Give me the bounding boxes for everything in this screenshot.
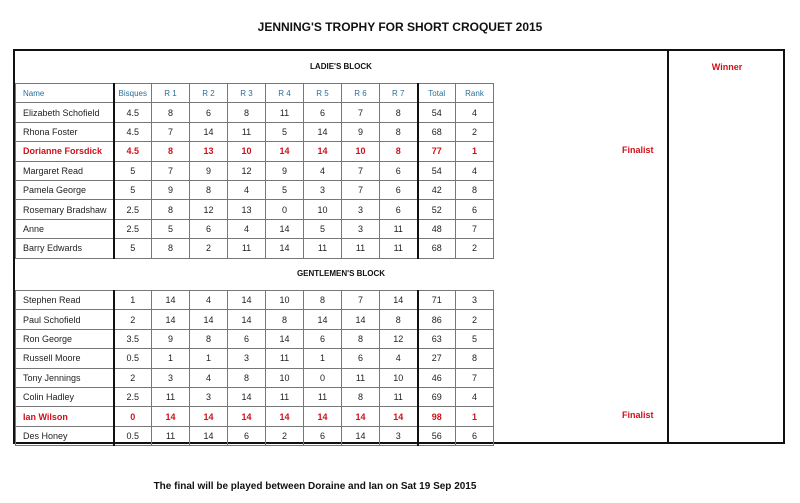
score-cell: 5	[114, 180, 152, 199]
score-cell: 3	[342, 200, 380, 219]
name-cell: Name	[16, 84, 114, 103]
score-cell: 6	[190, 219, 228, 238]
score-cell: 8	[190, 329, 228, 348]
score-cell: 14	[190, 310, 228, 329]
score-cell: 1	[114, 291, 152, 310]
score-cell: 14	[228, 291, 266, 310]
score-cell: 5	[266, 122, 304, 141]
header-row	[16, 84, 494, 103]
score-cell: 14	[228, 310, 266, 329]
footer-note: The final will be played between Doraine and Ian on Sat 19 Sep 2015	[153, 481, 477, 492]
score-cell: 10	[342, 142, 380, 161]
score-cell: 10	[266, 368, 304, 387]
score-cell: 11	[380, 387, 418, 406]
score-cell: 14	[266, 239, 304, 258]
score-cell: 42	[418, 180, 456, 199]
score-cell: 5	[152, 219, 190, 238]
score-cell: 2	[114, 310, 152, 329]
score-cell: 0	[266, 200, 304, 219]
score-cell: 14	[152, 407, 190, 426]
score-cell: 8	[152, 200, 190, 219]
score-cell: 8	[380, 142, 418, 161]
score-cell: Rank	[456, 84, 494, 103]
score-cell: 14	[228, 387, 266, 406]
table-row	[16, 219, 494, 238]
score-cell: 7	[456, 368, 494, 387]
score-cell: 86	[418, 310, 456, 329]
score-cell: 11	[152, 387, 190, 406]
score-cell: 11	[266, 387, 304, 406]
name-cell: Anne	[16, 219, 114, 238]
score-cell: 2	[190, 239, 228, 258]
score-cell: 77	[418, 142, 456, 161]
score-cell: 10	[380, 368, 418, 387]
score-cell: 11	[266, 103, 304, 122]
score-cell: 6	[304, 329, 342, 348]
score-cell: 0	[304, 368, 342, 387]
score-cell: 14	[304, 310, 342, 329]
score-cell: 8	[456, 180, 494, 199]
score-cell: 8	[380, 122, 418, 141]
name-cell: Elizabeth Schofield	[16, 103, 114, 122]
score-cell: 8	[152, 142, 190, 161]
table-row	[16, 426, 494, 445]
score-cell: 1	[190, 349, 228, 368]
score-cell: 11	[228, 122, 266, 141]
score-cell: 4	[228, 180, 266, 199]
winner-header: Winner	[711, 62, 743, 72]
score-cell: 8	[190, 180, 228, 199]
score-cell: 4	[190, 368, 228, 387]
score-cell: 14	[152, 291, 190, 310]
score-cell: 10	[304, 200, 342, 219]
name-cell: Colin Hadley	[16, 387, 114, 406]
score-cell: 6	[304, 426, 342, 445]
score-cell: 14	[152, 310, 190, 329]
score-cell: 5	[114, 161, 152, 180]
score-cell: 27	[418, 349, 456, 368]
score-cell: 1	[456, 142, 494, 161]
name-cell: Russell Moore	[16, 349, 114, 368]
score-cell: 1	[456, 407, 494, 426]
name-cell: Tony Jennings	[16, 368, 114, 387]
table-row	[16, 310, 494, 329]
name-cell: Pamela George	[16, 180, 114, 199]
score-cell: 5	[114, 239, 152, 258]
score-cell: 71	[418, 291, 456, 310]
score-cell: 4.5	[114, 142, 152, 161]
score-cell: 4.5	[114, 122, 152, 141]
score-cell: 7	[152, 122, 190, 141]
score-cell: 14	[304, 407, 342, 426]
score-cell: 9	[152, 329, 190, 348]
score-cell: R 2	[190, 84, 228, 103]
score-cell: 56	[418, 426, 456, 445]
name-cell: Barry Edwards	[16, 239, 114, 258]
score-cell: 4	[304, 161, 342, 180]
table-row	[16, 161, 494, 180]
score-cell: 8	[380, 310, 418, 329]
score-cell: 0.5	[114, 426, 152, 445]
score-cell: 11	[380, 239, 418, 258]
score-cell: 14	[304, 122, 342, 141]
score-cell: 98	[418, 407, 456, 426]
score-cell: 4	[456, 161, 494, 180]
score-cell: 1	[304, 349, 342, 368]
score-cell: 68	[418, 122, 456, 141]
score-cell: 2	[456, 310, 494, 329]
score-cell: Bisques	[114, 84, 152, 103]
score-cell: 8	[380, 103, 418, 122]
score-cell: 8	[228, 368, 266, 387]
score-cell: 14	[304, 142, 342, 161]
score-cell: 8	[342, 387, 380, 406]
score-cell: 3	[380, 426, 418, 445]
score-cell: 8	[266, 310, 304, 329]
table-row	[16, 329, 494, 348]
score-cell: 4	[456, 103, 494, 122]
score-cell: 3	[456, 291, 494, 310]
score-cell: 10	[266, 291, 304, 310]
score-cell: 3.5	[114, 329, 152, 348]
score-cell: 52	[418, 200, 456, 219]
score-cell: Total	[418, 84, 456, 103]
name-cell: Margaret Read	[16, 161, 114, 180]
score-cell: 13	[228, 200, 266, 219]
score-cell: 5	[456, 329, 494, 348]
score-cell: 54	[418, 103, 456, 122]
score-cell: 14	[266, 329, 304, 348]
gentlemen-table	[15, 290, 494, 446]
score-cell: 7	[456, 219, 494, 238]
score-cell: 11	[342, 368, 380, 387]
score-cell: 11	[304, 387, 342, 406]
score-cell: 6	[380, 161, 418, 180]
score-cell: R 5	[304, 84, 342, 103]
score-cell: 14	[190, 407, 228, 426]
score-cell: 9	[152, 180, 190, 199]
score-cell: 6	[228, 426, 266, 445]
score-cell: 4	[380, 349, 418, 368]
table-row	[16, 122, 494, 141]
name-cell: Rosemary Bradshaw	[16, 200, 114, 219]
score-cell: 2	[456, 239, 494, 258]
table-row	[16, 239, 494, 258]
score-cell: 14	[190, 122, 228, 141]
score-cell: 11	[304, 239, 342, 258]
score-cell: 11	[342, 239, 380, 258]
name-cell: Ron George	[16, 329, 114, 348]
score-cell: 8	[152, 239, 190, 258]
score-cell: 12	[228, 161, 266, 180]
score-cell: 14	[380, 291, 418, 310]
score-cell: 46	[418, 368, 456, 387]
score-cell: 3	[228, 349, 266, 368]
score-cell: 2.5	[114, 200, 152, 219]
score-cell: 54	[418, 161, 456, 180]
score-cell: 7	[342, 180, 380, 199]
winner-divider	[667, 49, 669, 444]
score-cell: 14	[190, 426, 228, 445]
score-cell: 6	[456, 200, 494, 219]
score-cell: 9	[342, 122, 380, 141]
score-cell: 14	[266, 219, 304, 238]
ladies-table	[15, 83, 494, 259]
finalist-label: Finalist	[622, 145, 654, 156]
table-row	[16, 349, 494, 368]
score-cell: 3	[342, 219, 380, 238]
score-cell: 4	[228, 219, 266, 238]
table-row	[16, 200, 494, 219]
score-cell: 10	[228, 142, 266, 161]
score-cell: 63	[418, 329, 456, 348]
score-cell: 2	[456, 122, 494, 141]
score-cell: 14	[228, 407, 266, 426]
score-cell: 4	[456, 387, 494, 406]
score-cell: 8	[228, 103, 266, 122]
score-cell: R 7	[380, 84, 418, 103]
finalist-label: Finalist	[622, 410, 654, 421]
score-cell: 14	[380, 407, 418, 426]
score-cell: 8	[304, 291, 342, 310]
table-row	[16, 291, 494, 310]
score-cell: 3	[304, 180, 342, 199]
score-cell: 11	[152, 426, 190, 445]
name-cell: Ian Wilson	[16, 407, 114, 426]
score-cell: 6	[380, 180, 418, 199]
score-cell: 14	[342, 407, 380, 426]
score-cell: 14	[266, 407, 304, 426]
score-cell: R 4	[266, 84, 304, 103]
table-row	[16, 103, 494, 122]
score-cell: 9	[190, 161, 228, 180]
name-cell: Des Honey	[16, 426, 114, 445]
table-row	[16, 387, 494, 406]
score-cell: 68	[418, 239, 456, 258]
score-cell: 9	[266, 161, 304, 180]
table-row	[16, 368, 494, 387]
score-cell: 5	[304, 219, 342, 238]
score-cell: 11	[266, 349, 304, 368]
score-cell: 4.5	[114, 103, 152, 122]
score-cell: 8	[152, 103, 190, 122]
table-row	[16, 407, 494, 426]
score-cell: 2	[266, 426, 304, 445]
score-cell: 2	[114, 368, 152, 387]
score-cell: 6	[228, 329, 266, 348]
score-cell: R 3	[228, 84, 266, 103]
score-cell: 48	[418, 219, 456, 238]
score-cell: R 6	[342, 84, 380, 103]
score-cell: 14	[342, 310, 380, 329]
score-cell: 0.5	[114, 349, 152, 368]
ladies-block-heading: LADIE'S BLOCK	[310, 62, 372, 71]
name-cell: Rhona Foster	[16, 122, 114, 141]
score-cell: 7	[152, 161, 190, 180]
score-cell: 69	[418, 387, 456, 406]
score-cell: 0	[114, 407, 152, 426]
score-cell: 7	[342, 161, 380, 180]
score-cell: 3	[152, 368, 190, 387]
score-cell: 11	[380, 219, 418, 238]
table-row	[16, 180, 494, 199]
table-row	[16, 142, 494, 161]
score-cell: 14	[266, 142, 304, 161]
score-cell: 14	[342, 426, 380, 445]
name-cell: Stephen Read	[16, 291, 114, 310]
gentlemen-block-heading: GENTLEMEN'S BLOCK	[296, 269, 386, 278]
score-cell: 1	[152, 349, 190, 368]
score-cell: 2.5	[114, 219, 152, 238]
page-title: JENNING'S TROPHY FOR SHORT CROQUET 2015	[257, 20, 543, 34]
score-cell: 7	[342, 291, 380, 310]
score-cell: 8	[342, 329, 380, 348]
score-cell: 12	[190, 200, 228, 219]
score-cell: 4	[190, 291, 228, 310]
score-cell: 6	[342, 349, 380, 368]
score-cell: 12	[380, 329, 418, 348]
score-cell: 2.5	[114, 387, 152, 406]
score-cell: 8	[456, 349, 494, 368]
score-cell: 6	[380, 200, 418, 219]
score-cell: 7	[342, 103, 380, 122]
score-cell: R 1	[152, 84, 190, 103]
name-cell: Dorianne Forsdick	[16, 142, 114, 161]
score-cell: 13	[190, 142, 228, 161]
score-cell: 6	[190, 103, 228, 122]
score-cell: 6	[304, 103, 342, 122]
name-cell: Paul Schofield	[16, 310, 114, 329]
score-cell: 6	[456, 426, 494, 445]
score-cell: 11	[228, 239, 266, 258]
score-cell: 3	[190, 387, 228, 406]
score-cell: 5	[266, 180, 304, 199]
